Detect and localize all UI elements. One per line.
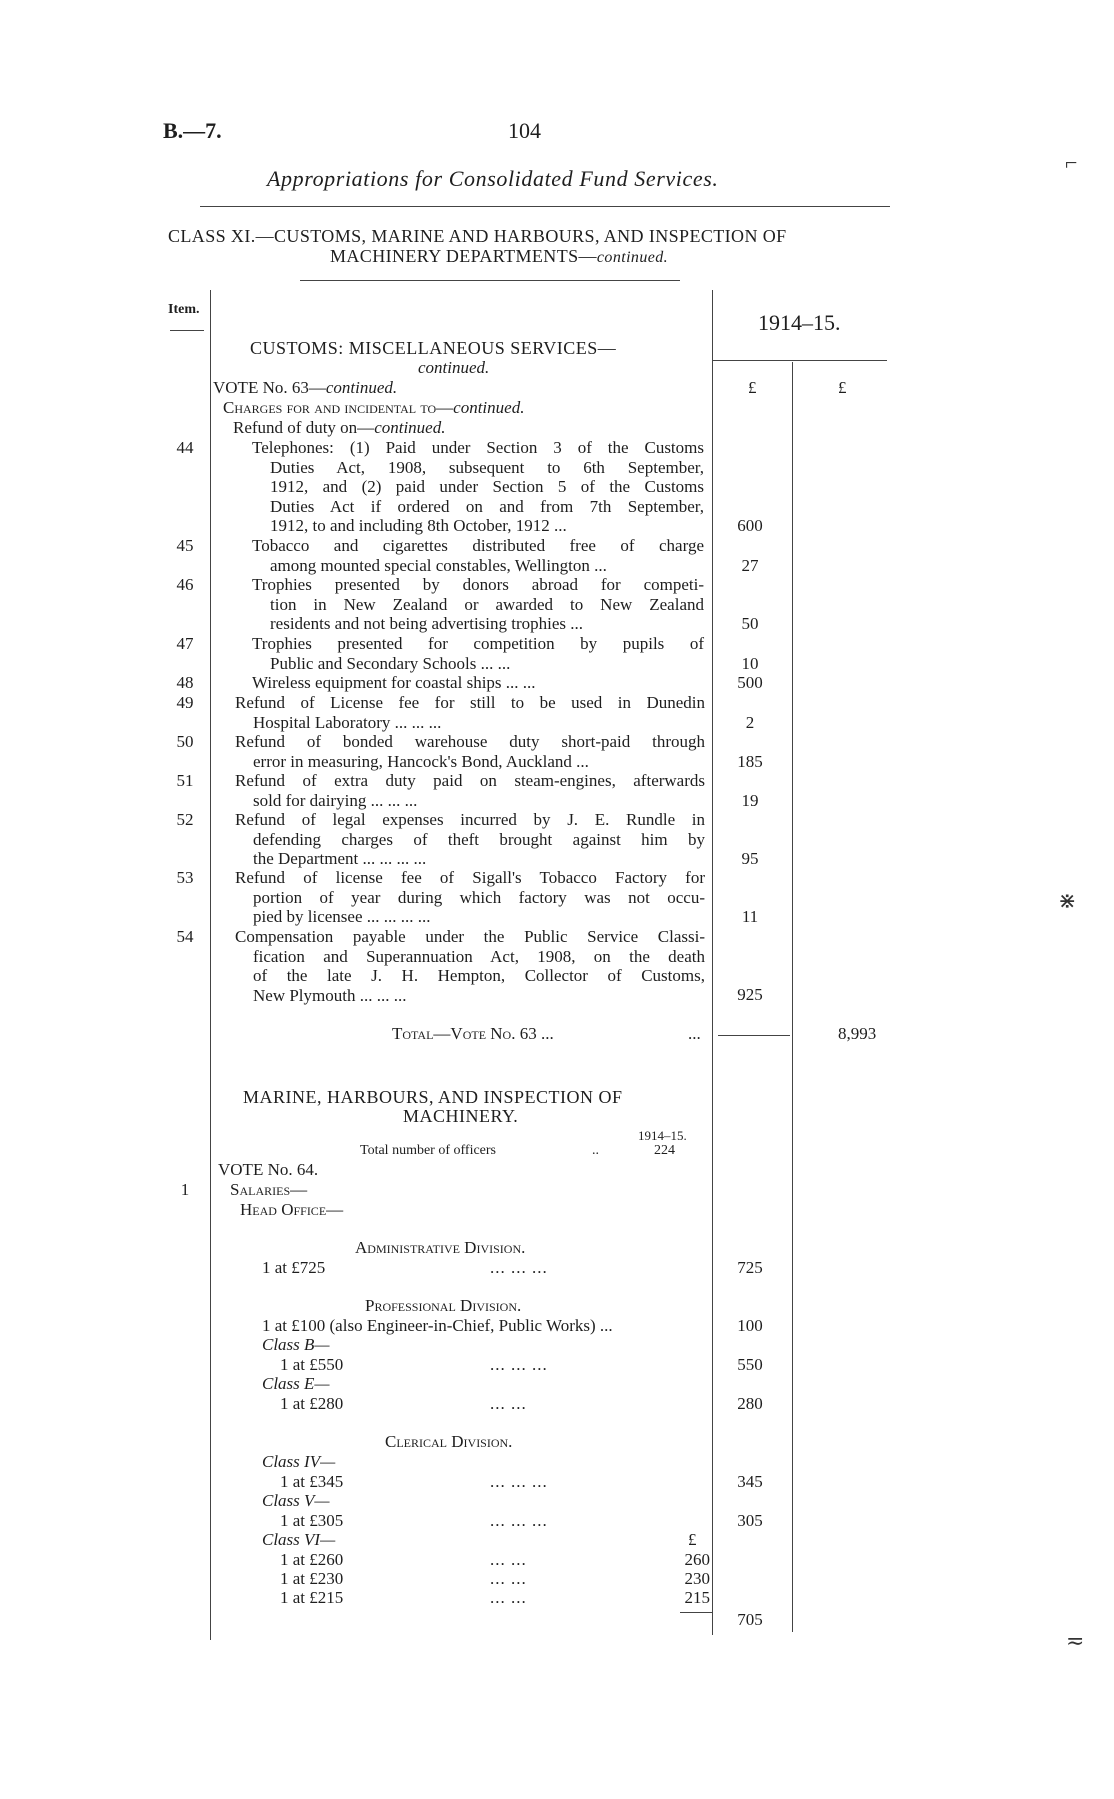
header-rule [200,206,890,207]
item-description [252,575,704,634]
item-line: Refund of extra duty paid on steam-engines, afterwards [235,771,705,790]
item-description [252,536,704,575]
item-amount: 2 [745,713,755,732]
item-line: tion in New Zealand or awarded to New Zealand [270,594,704,614]
class-heading-line1: CLASS XI.—CUSTOMS, MARINE AND HARBOURS, AND INSPECTION OF [168,226,787,246]
item-line: portion of year during which factory was not occu- [253,887,705,907]
item-line: residents and not being advertising trophies ... [270,614,584,633]
vote-63-label: VOTE No. 63— [213,378,326,397]
customs-title: CUSTOMS: MISCELLANEOUS SERVICES— [250,338,617,358]
leader-dots: ... ... [490,1550,527,1569]
item-line: Telephones: (1) Paid under Section 3 of the Customs [252,438,704,457]
class-vi-sub-amount: 215 [684,1588,710,1607]
item-line: the Department ... ... ... ... [253,849,427,868]
officers-label: Total number of officers [360,1143,496,1158]
class-v-heading: Class V— [262,1491,330,1510]
charges-heading [223,398,524,418]
item-line: 1912, and (2) paid under Section 5 of the Customs [270,477,704,496]
total-rule [718,1035,790,1036]
item-line: Wireless equipment for coastal ships ... ... [252,673,536,692]
item-line: Duties Act if ordered on and from 7th September, [270,496,704,516]
class-vi-total: 705 [737,1610,763,1629]
salaries-heading: Salaries— [230,1180,308,1199]
class-vi-sub-amount: 230 [684,1569,710,1588]
class-e-amount: 280 [737,1394,763,1413]
item-line: sold for dairying ... ... ... [253,790,418,810]
leader-dots: ... ... ... [490,1258,548,1277]
officers-count: 224 [654,1143,675,1158]
item-line: pied by licensee ... ... ... ... [253,907,431,926]
class-vi-currency: £ [688,1530,697,1549]
item-line: Hospital Laboratory ... ... ... [253,712,442,732]
item-line: Duties Act, 1908, subsequent to 6th September, [270,457,704,477]
item-number: 54 [176,927,194,946]
professional-division-heading: Professional Division. [365,1296,522,1315]
class-vi-line: 1 at £260 [280,1550,344,1569]
heading-rule [300,280,680,281]
item-column-rule [210,290,211,1640]
admin-amount: 725 [737,1258,763,1277]
item-number: 45 [176,536,194,555]
item-number: 1 [180,1180,190,1199]
vote-64-heading: VOTE No. 64. [218,1160,319,1179]
currency-symbol-1: £ [748,378,757,397]
class-vi-subtotal-rule [680,1612,712,1613]
marine-title-line1: MARINE, HARBOURS, AND INSPECTION OF [243,1087,623,1107]
item-line: Tobacco and cigarettes distributed free of charge [252,536,704,555]
leader-dots: ... ... ... [490,1511,548,1530]
item-label-rule [170,330,204,331]
class-e-line: 1 at £280 [280,1394,344,1413]
item-description [235,810,705,869]
leader-dots: ... ... [490,1569,527,1588]
item-number: 52 [176,810,194,829]
item-amount: 925 [737,985,763,1004]
item-number: 50 [176,732,194,751]
class-iv-heading: Class IV— [262,1452,336,1471]
item-line: among mounted special constables, Wellington ... [270,555,607,575]
officers-year: 1914–15. [638,1128,687,1143]
item-line: fication and Superannuation Act, 1908, on the death [253,946,705,966]
item-description [235,927,705,1005]
leader-dots: ... ... [490,1394,527,1413]
item-column-label: Item. [168,302,200,317]
item-line: Refund of legal expenses incurred by J. E. Rundle in [235,810,705,829]
year-heading: 1914–15. [758,310,841,335]
item-line: error in measuring, Hancock's Bond, Auckland ... [253,751,589,771]
item-number: 49 [176,693,194,712]
item-number: 53 [176,868,194,887]
administrative-division-heading: Administrative Division. [355,1238,526,1257]
item-number: 44 [176,438,194,457]
refund-heading [233,418,445,438]
clerical-division-heading: Clerical Division. [385,1432,513,1451]
item-amount: 500 [737,673,763,692]
item-number: 51 [176,771,194,790]
item-amount: 50 [741,614,759,633]
refund-label: Refund of duty on— [233,418,375,437]
item-amount: 11 [741,907,759,926]
item-line: New Plymouth ... ... ... [253,985,407,1005]
leader-dots: ... ... [490,1588,527,1607]
item-amount: 19 [741,791,759,810]
customs-title-continued: continued. [418,358,490,377]
class-heading-line2 [330,246,668,267]
item-amount: 600 [737,516,763,535]
marine-title-line2: MACHINERY. [403,1106,519,1126]
item-line: Public and Secondary Schools ... ... [270,653,511,673]
item-description [235,693,705,732]
running-title: Appropriations for Consolidated Fund Services. [267,166,719,191]
total-vote-63-dots: ... [688,1024,701,1043]
margin-mark: ⋇ [1058,888,1077,913]
item-description [235,771,705,810]
charges-continued: continued. [453,398,525,417]
amount-column-rule [712,290,713,1635]
prof-line: 1 at £100 (also Engineer-in-Chief, Public Works) ... [262,1316,613,1335]
vote-63-heading [213,378,397,398]
officers-dots: .. [592,1143,599,1158]
report-code: B.—7. [163,118,222,143]
item-amount: 185 [737,752,763,771]
vote-63-continued: continued. [325,378,398,397]
item-line: defending charges of theft brought against him by [253,829,705,849]
leader-dots: ... ... ... [490,1472,548,1491]
item-line: of the late J. H. Hempton, Collector of Customs, [253,966,705,985]
margin-mark: ⌐ [1065,150,1078,175]
class-v-line: 1 at £305 [280,1511,344,1530]
item-description [235,732,705,771]
item-amount: 95 [741,849,759,868]
item-description [252,673,704,693]
class-b-line: 1 at £550 [280,1355,344,1374]
margin-mark: ≂ [1066,1628,1085,1653]
item-number: 47 [176,634,194,653]
item-number: 46 [176,575,194,594]
item-description [235,868,705,927]
item-line: Trophies presented by donors abroad for competi- [252,575,704,594]
class-b-heading: Class B— [262,1335,330,1354]
prof-amount: 100 [737,1316,763,1335]
page-number: 104 [508,118,541,143]
class-e-heading: Class E— [262,1374,330,1393]
item-line: Trophies presented for competition by pupils of [252,634,704,653]
class-v-amount: 305 [737,1511,763,1530]
currency-symbol-2: £ [838,378,847,397]
class-vi-line: 1 at £215 [280,1588,344,1607]
total-column-rule [792,362,793,1632]
class-vi-line: 1 at £230 [280,1569,344,1588]
item-line: Refund of bonded warehouse duty short-paid through [235,732,705,751]
class-heading-line2-text: MACHINERY DEPARTMENTS— [330,246,597,266]
item-amount: 10 [741,654,759,673]
head-office-heading: Head Office— [240,1200,344,1219]
refund-continued: continued. [374,418,446,437]
year-rule [712,360,887,361]
item-description [252,634,704,673]
item-line: Refund of License fee for still to be used in Dunedin [235,693,705,712]
item-line: Refund of license fee of Sigall's Tobacco Factory for [235,868,705,887]
class-vi-sub-amount: 260 [684,1550,710,1569]
class-vi-heading: Class VI— [262,1530,336,1549]
item-line: 1912, to and including 8th October, 1912 ... [270,516,567,535]
charges-label: Charges for and incidental to— [223,398,454,417]
class-iv-line: 1 at £345 [280,1472,344,1491]
class-heading-continued: continued. [596,249,669,266]
total-vote-63-amount: 8,993 [838,1024,877,1043]
class-iv-amount: 345 [737,1472,763,1491]
item-number: 48 [176,673,194,692]
item-amount: 27 [741,556,759,575]
item-description [252,438,704,536]
total-vote-63-label: Total—Vote No. 63 ... [392,1024,554,1043]
leader-dots: ... ... ... [490,1355,548,1374]
admin-line: 1 at £725 [262,1258,326,1277]
class-b-amount: 550 [737,1355,763,1374]
item-line: Compensation payable under the Public Service Classi- [235,927,705,946]
